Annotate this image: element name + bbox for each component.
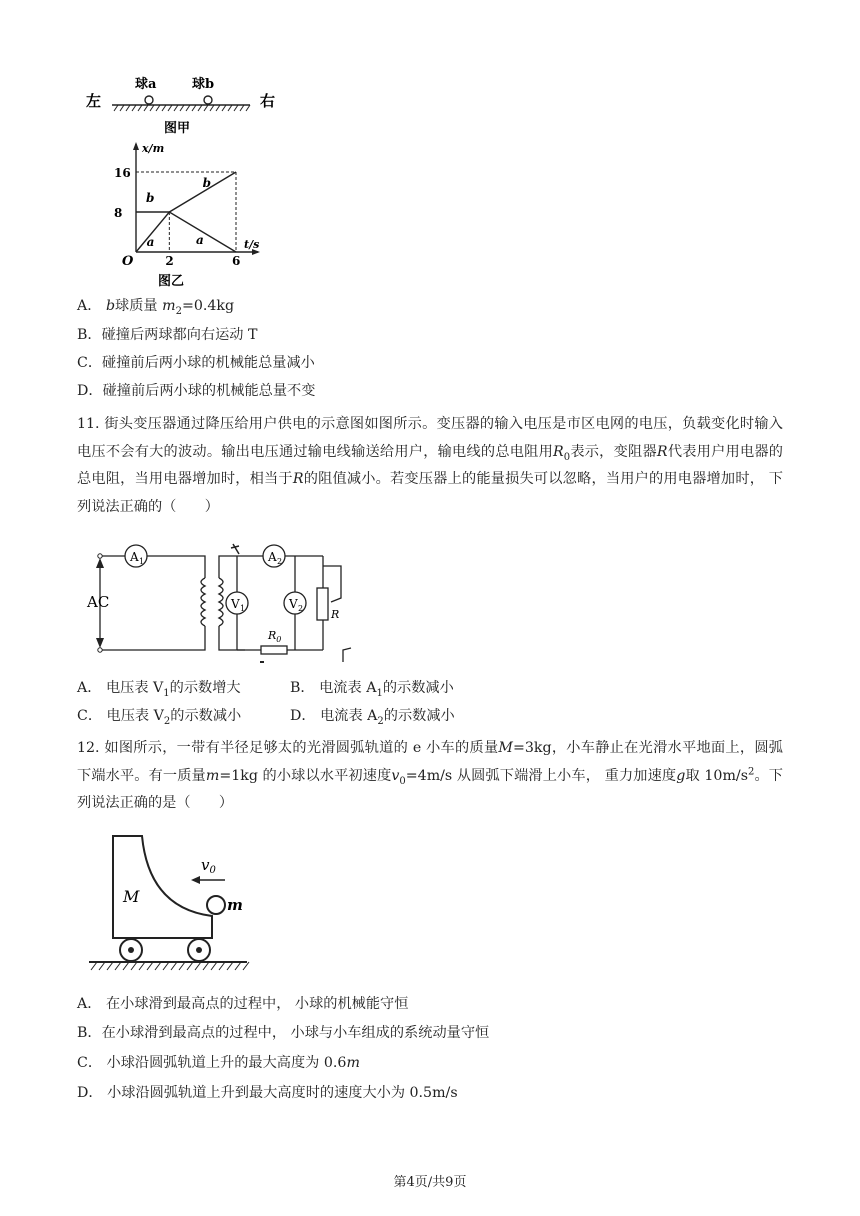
- series-label-b: b: [202, 176, 212, 190]
- q10-option-d[interactable]: D．碰撞前后两小球的机械能总量不变: [77, 383, 316, 399]
- svg-text:1: 1: [139, 557, 145, 566]
- svg-text:2: 2: [298, 604, 304, 613]
- label-right: 右: [260, 92, 276, 110]
- figure-yi-xt-graph: [100, 140, 280, 288]
- svg-text:1: 1: [240, 604, 246, 613]
- q11-option-b[interactable]: B． 电流表 $A_1$的示数减小: [290, 680, 454, 699]
- x-axis-label: t/s: [244, 238, 260, 251]
- q11-option-c[interactable]: C． 电压表 $V_2$的示数减小: [77, 708, 242, 727]
- label-left: 左: [86, 92, 102, 110]
- page-footer: 第4页/共9页: [393, 1175, 467, 1190]
- q12-cart-figure: [85, 828, 255, 978]
- x-tick-label: 6: [232, 254, 241, 268]
- svg-text:V: V: [289, 597, 298, 611]
- svg-text:V: V: [231, 597, 240, 611]
- velocity-label: $v_0$: [201, 856, 216, 876]
- series-label-a: a: [196, 233, 204, 247]
- r0-label: $R_0$: [268, 629, 282, 644]
- q11-stem: 11. 街头变压器通过降压给用户供电的示意图如图所示。变压器的输入电压是市区电网的电压，负载变化时输入电压不会有大的波动。输出电压通过输电线输送给用户，输电线的总电阻用$R_0$表示，变阻器R代表用户用电器的总电阻，当用电器增加时，相当于R的阻值减小。若变压器上的能量损失可以忽略，当用户的用电器增加时， 下列说法正确的（ ）: [77, 416, 783, 515]
- ball-m: [207, 896, 225, 914]
- ac-label: AC: [87, 593, 110, 611]
- q12-option-c[interactable]: C． 小球沿圆弧轨道上升的最大高度为 0.6m: [77, 1055, 360, 1071]
- q11-option-d[interactable]: D． 电流表 $A_2$的示数减小: [290, 708, 455, 727]
- series-label-a: a: [146, 235, 155, 249]
- q12-option-d[interactable]: D． 小球沿圆弧轨道上升到最大高度时的速度大小为 0.5m/s: [77, 1085, 458, 1101]
- q11-circuit-diagram: [85, 538, 365, 670]
- figure-jia: [80, 60, 290, 142]
- q12-option-b[interactable]: B．在小球滑到最高点的过程中， 小球与小车组成的系统动量守恒: [77, 1025, 490, 1041]
- svg-text:A: A: [130, 550, 139, 564]
- q10-option-b[interactable]: B．碰撞后两球都向右运动 T: [77, 327, 258, 343]
- svg-text:2: 2: [277, 557, 283, 566]
- ball-mass-label: m: [227, 896, 243, 914]
- q12-option-a[interactable]: A． 在小球滑到最高点的过程中， 小球的机械能守恒: [77, 996, 409, 1012]
- label-ball-a: 球a: [135, 77, 157, 92]
- y-tick-label: 16: [114, 166, 131, 180]
- r-label: R: [331, 608, 340, 621]
- q11-option-a[interactable]: A． 电压表 $V_1$的示数增大: [77, 680, 241, 699]
- caption-yi: 图乙: [158, 274, 185, 288]
- arrow-left-icon: [191, 876, 200, 884]
- y-axis-arrow-icon: [133, 142, 139, 150]
- svg-text:A: A: [268, 550, 277, 564]
- ground-hatch: [114, 105, 250, 111]
- label-ball-b: 球b: [192, 77, 215, 92]
- x-tick-label: 2: [165, 254, 174, 268]
- y-tick-label: 8: [114, 206, 123, 220]
- origin-label: O: [122, 254, 134, 269]
- q12-stem: 12. 如图所示，一带有半径足够太的光滑圆弧轨道的 e 小车的质量M=3kg，小车静止在光滑水平地面上，圆弧下端水平。有一质量m=1kg 的小球以水平初速度$v_0=4m/s$ 从圆弧下端滑上小车， 重力加速度g取 $10m/s^2$。下列说法正确的是（ ）: [77, 740, 783, 811]
- ball-a: [145, 96, 153, 104]
- cart-mass-label: M: [123, 887, 140, 906]
- ball-b: [204, 96, 212, 104]
- y-axis-label: x/m: [142, 142, 165, 155]
- q10-option-c[interactable]: C．碰撞前后两小球的机械能总量减小: [77, 355, 315, 371]
- series-label-b: b: [146, 191, 155, 205]
- q10-option-a[interactable]: A． b球质量 $m_2=0.4kg$: [77, 298, 235, 317]
- caption-jia: 图甲: [164, 121, 191, 136]
